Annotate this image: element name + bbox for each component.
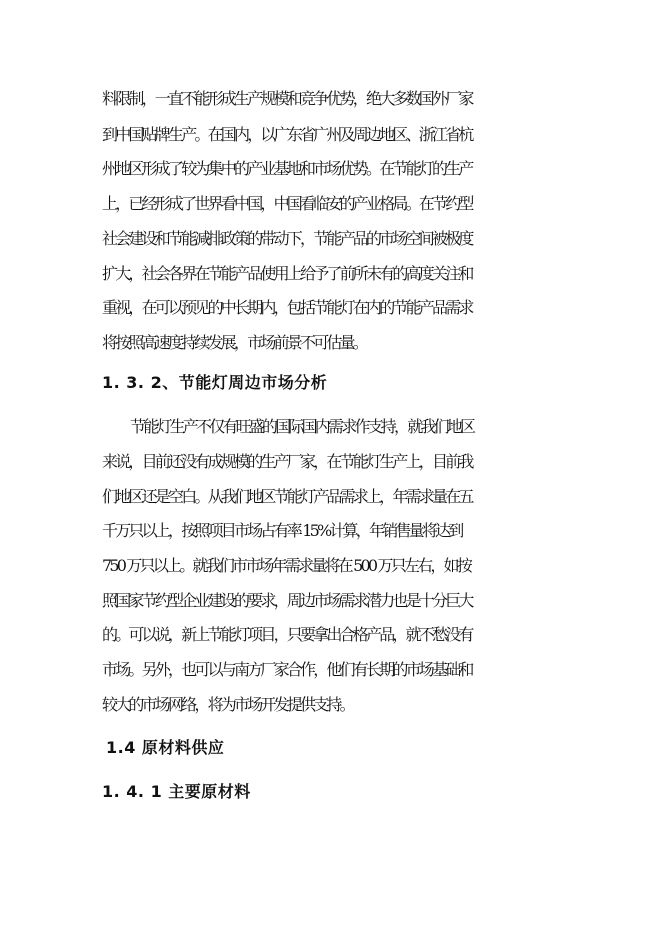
paragraph-line: 社会建设和节能减排政策的带动下，节能产品的市场空间被极度 xyxy=(102,229,472,248)
section-heading-1-4: 1.4 原材料供应 xyxy=(106,738,225,757)
paragraph-line: 千万只以上，按照项目市场占有率 15%计算，年销售量将达到 xyxy=(102,521,462,540)
paragraph-line: 州地区形成了较为集中的产业基地和市场优势。在节能灯的生产 xyxy=(102,159,472,178)
paragraph-line: 料限制，一直不能形成生产规模和竞争优势，绝大多数国外厂家 xyxy=(102,89,472,108)
section-heading-1-3-2: 1. 3. 2、节能灯周边市场分析 xyxy=(102,373,328,392)
section-heading-1-4-1: 1. 4. 1 主要原材料 xyxy=(102,782,251,801)
paragraph-line: 750 万只以上。就我们市市场年需求量将在 500 万只左右，如按 xyxy=(102,556,470,575)
paragraph-line: 将按照高速度持续发展，市场前景不可估量。 xyxy=(102,333,367,352)
paragraph-line: 较大的市场网络，将为市场开发提供支持。 xyxy=(102,695,353,714)
paragraph-line: 重视，在可以预见的中长期内，包括节能灯在内的节能产品需求 xyxy=(102,298,472,317)
paragraph-line: 市场。另外，也可以与南方厂家合作，他们有长期的市场基础和 xyxy=(102,660,472,679)
paragraph-line: 来说，目前还没有成规模的生产厂家，在节能灯生产上，目前我 xyxy=(102,452,472,471)
paragraph-line: 到中国贴牌生产。在国内，以广东省广州及周边地区、浙江省杭 xyxy=(102,125,472,144)
paragraph-line: 照国家节约型企业建设的要求，周边市场需求潜力也是十分巨大 xyxy=(102,591,472,610)
paragraph-line: 的。可以说，新上节能灯项目，只要拿出合格产品，就不愁没有 xyxy=(102,625,472,644)
paragraph-line: 们地区还是空白。从我们地区节能灯产品需求上，年需求量在五 xyxy=(102,487,472,506)
paragraph-line: 上，已经形成了世界看中国，中国看临安的产业格局。在节约型 xyxy=(102,194,472,213)
paragraph-line: 扩大，社会各界在节能产品使用上给予了前所未有的高度关注和 xyxy=(102,264,472,283)
paragraph-line: 节能灯生产不仅有旺盛的国际国内需求作支持，就我们地区 xyxy=(130,417,474,436)
